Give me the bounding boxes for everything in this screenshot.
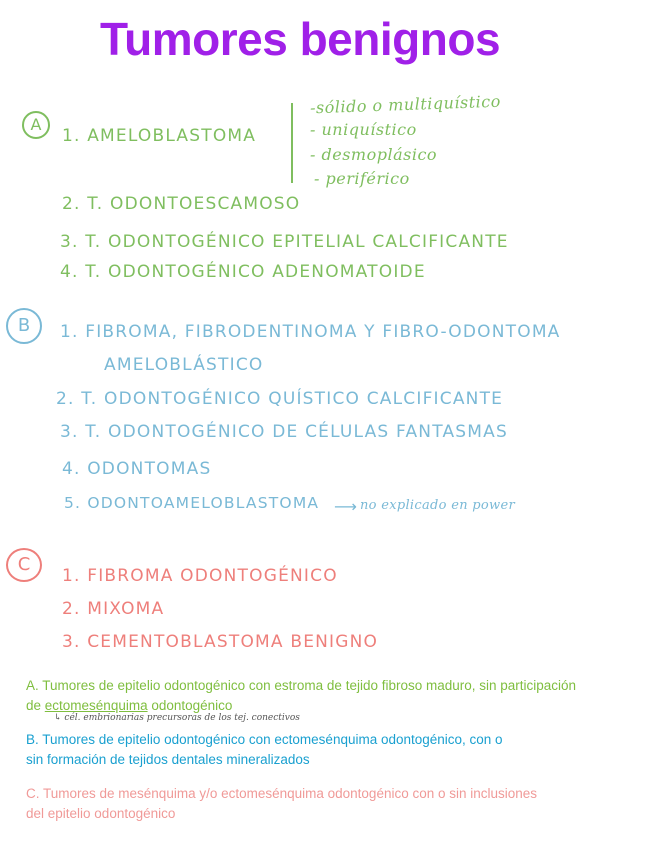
group-a-item-3: 3. T. ODONTOGÉNICO EPITELIAL CALCIFICANTE — [60, 232, 509, 252]
group-b-annotation: no explicado en power — [360, 498, 515, 513]
group-c-item-3: 3. CEMENTOBLASTOMA BENIGNO — [62, 632, 379, 652]
group-a-item-4: 4. T. ODONTOGÉNICO ADENOMATOIDE — [60, 262, 426, 282]
group-b-item-5: 5. ODONTOAMELOBLASTOMA — [64, 494, 320, 512]
note-a-line-2-pre: de — [26, 698, 45, 713]
subtype-peripheral: - periférico — [314, 169, 410, 188]
note-c-line-1: C. Tumores de mesénquima y/o ectomesénquima odontogénico con o sin inclusiones — [26, 786, 538, 801]
group-b-item-4: 4. ODONTOMAS — [62, 459, 212, 479]
note-b-line-1: B. Tumores de epitelio odontogénico con ectomesénquima odontogénico, con o — [26, 732, 503, 747]
page-title: Tumores benignos — [99, 13, 501, 65]
group-c-item-2: 2. MIXOMA — [62, 599, 165, 619]
note-b — [26, 730, 650, 770]
group-a-item-1: 1. AMELOBLASTOMA — [62, 126, 257, 146]
subtype-solid: -sólido o multiquístico — [309, 91, 502, 118]
note-b-line-2: sin formación de tejidos dentales mineralizados — [26, 752, 310, 767]
subtype-uniquistic: - uniquístico — [310, 120, 417, 139]
note-a-line-2-post: odontogénico — [147, 698, 233, 713]
note-a-underlined-term: ectomesénquima — [44, 698, 148, 713]
note-a-handwritten: ↳ cél. embrionarias precursoras de los tej. conectivos — [54, 713, 300, 723]
group-b-item-1: 1. FIBROMA, FIBRODENTINOMA Y FIBRO-ODONTOMA — [60, 322, 561, 342]
group-b-item-3: 3. T. ODONTOGÉNICO DE CÉLULAS FANTASMAS — [60, 422, 508, 442]
group-b-item-1-cont: AMELOBLÁSTICO — [104, 355, 264, 375]
group-b-item-2: 2. T. ODONTOGÉNICO QUÍSTICO CALCIFICANTE — [56, 389, 504, 409]
note-c — [26, 784, 650, 824]
group-c-item-1: 1. FIBROMA ODONTOGÉNICO — [62, 566, 338, 586]
group-c-marker: C — [6, 548, 42, 582]
group-a-marker: A — [22, 111, 50, 139]
group-b-marker: B — [6, 308, 42, 344]
group-a-item-2: 2. T. ODONTOESCAMOSO — [62, 194, 301, 214]
subtype-bracket — [291, 103, 293, 183]
note-a-line-1: A. Tumores de epitelio odontogénico con estroma de tejido fibroso maduro, sin participación — [26, 678, 577, 693]
subtype-desmoplastic: - desmoplásico — [310, 145, 438, 164]
note-c-line-2: del epitelio odontogénico — [26, 806, 176, 821]
arrow-icon: ⟶ — [334, 497, 357, 516]
note-a — [26, 676, 650, 716]
